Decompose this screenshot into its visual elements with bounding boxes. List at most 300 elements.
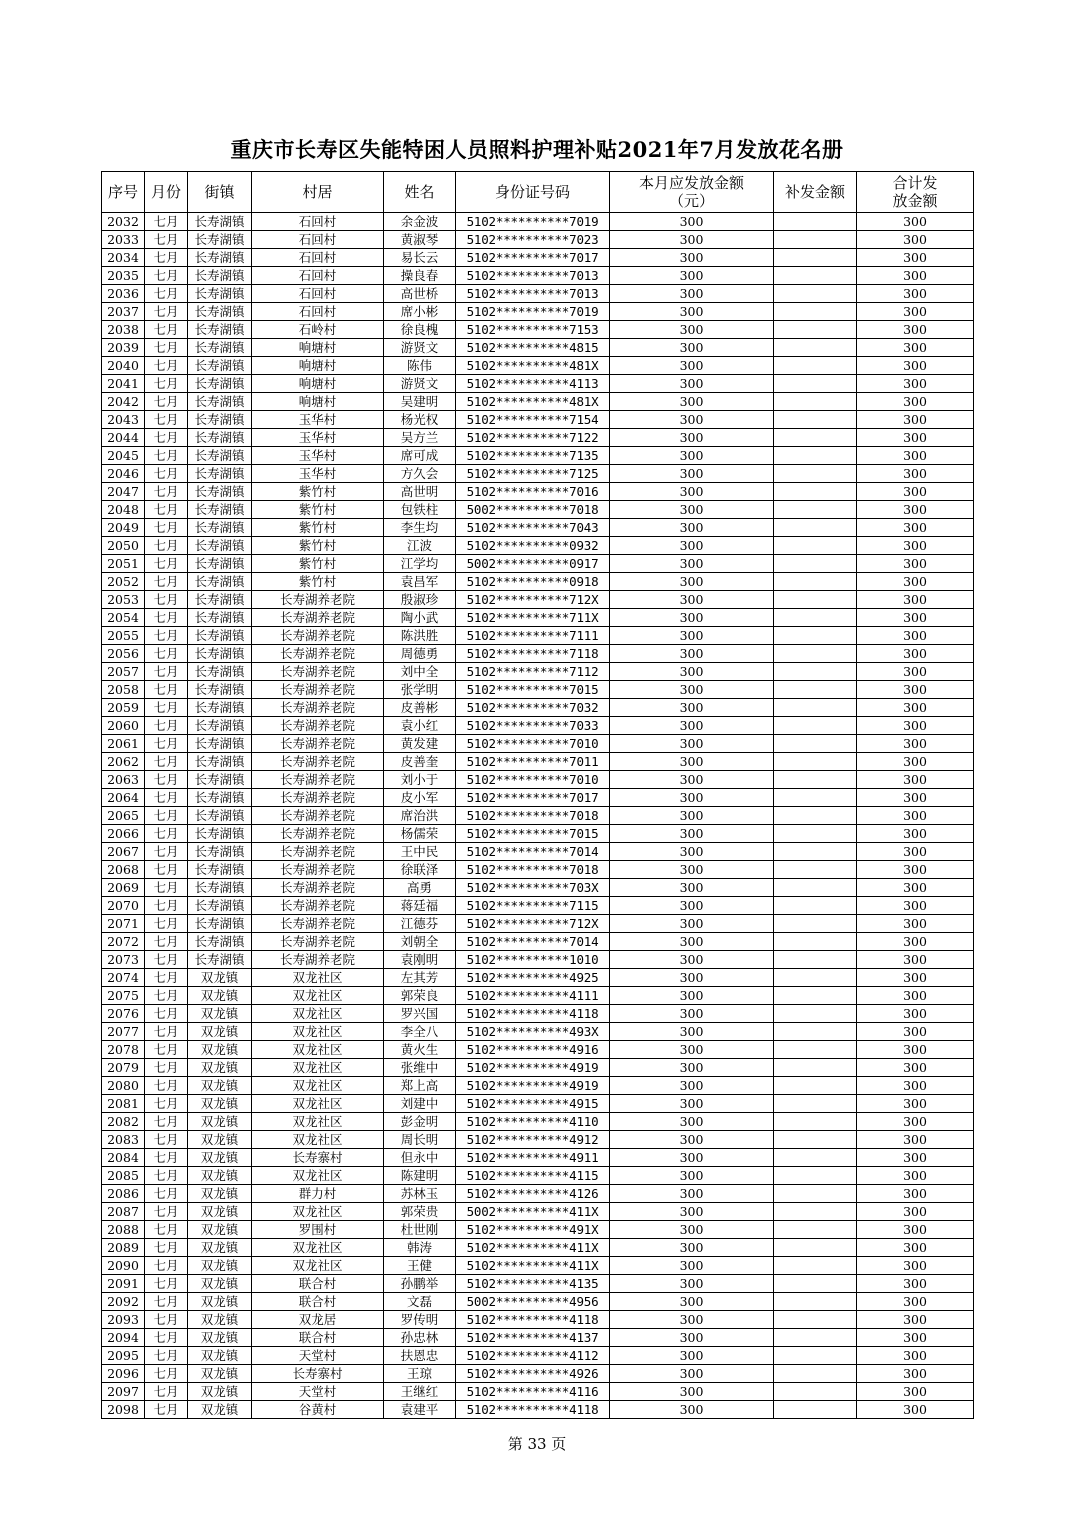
id-number-cell: 5102**********7018 (456, 807, 610, 825)
seq-cell: 2073 (102, 951, 145, 969)
total-amount-cell: 300 (857, 1077, 974, 1095)
seq-cell: 2044 (102, 429, 145, 447)
id-number-cell: 5102**********4916 (456, 1041, 610, 1059)
total-amount-cell: 300 (857, 1059, 974, 1077)
total-amount-cell: 300 (857, 483, 974, 501)
monthly-amount-cell: 300 (610, 321, 774, 339)
id-number-cell: 5102**********7118 (456, 645, 610, 663)
name-cell: 陈洪胜 (384, 627, 456, 645)
month-cell: 七月 (145, 447, 188, 465)
seq-cell: 2039 (102, 339, 145, 357)
supplement-amount-cell (774, 987, 857, 1005)
seq-cell: 2050 (102, 537, 145, 555)
village-cell: 联合村 (252, 1329, 384, 1347)
village-cell: 群力村 (252, 1185, 384, 1203)
monthly-amount-cell: 300 (610, 357, 774, 375)
supplement-amount-cell (774, 1131, 857, 1149)
total-amount-cell: 300 (857, 447, 974, 465)
month-cell: 七月 (145, 249, 188, 267)
total-amount-cell: 300 (857, 681, 974, 699)
seq-cell: 2072 (102, 933, 145, 951)
town-cell: 长寿湖镇 (188, 537, 252, 555)
seq-cell: 2035 (102, 267, 145, 285)
seq-cell: 2091 (102, 1275, 145, 1293)
village-cell: 双龙社区 (252, 1023, 384, 1041)
town-cell: 长寿湖镇 (188, 771, 252, 789)
village-cell: 长寿湖养老院 (252, 861, 384, 879)
table-row (102, 573, 974, 591)
id-number-cell: 5102**********493X (456, 1023, 610, 1041)
table-row (102, 285, 974, 303)
supplement-amount-cell (774, 1023, 857, 1041)
village-cell: 长寿湖养老院 (252, 897, 384, 915)
name-cell: 吴方兰 (384, 429, 456, 447)
supplement-amount-cell (774, 1167, 857, 1185)
town-cell: 长寿湖镇 (188, 357, 252, 375)
monthly-amount-cell: 300 (610, 1023, 774, 1041)
supplement-amount-cell (774, 663, 857, 681)
total-amount-cell: 300 (857, 1329, 974, 1347)
total-amount-cell: 300 (857, 1293, 974, 1311)
monthly-amount-cell: 300 (610, 681, 774, 699)
seq-cell: 2097 (102, 1383, 145, 1401)
total-amount-cell: 300 (857, 339, 974, 357)
id-number-cell: 5102**********703X (456, 879, 610, 897)
id-number-cell: 5102**********4919 (456, 1059, 610, 1077)
monthly-amount-cell: 300 (610, 1383, 774, 1401)
id-number-cell: 5102**********4912 (456, 1131, 610, 1149)
id-number-cell: 5102**********7023 (456, 231, 610, 249)
supplement-amount-cell (774, 249, 857, 267)
seq-cell: 2055 (102, 627, 145, 645)
table-row (102, 933, 974, 951)
town-cell: 长寿湖镇 (188, 375, 252, 393)
table-row (102, 465, 974, 483)
seq-cell: 2088 (102, 1221, 145, 1239)
village-cell: 玉华村 (252, 465, 384, 483)
town-cell: 长寿湖镇 (188, 213, 252, 231)
id-number-cell: 5102**********4137 (456, 1329, 610, 1347)
supplement-amount-cell (774, 1329, 857, 1347)
name-cell: 扶恩忠 (384, 1347, 456, 1365)
town-cell: 长寿湖镇 (188, 663, 252, 681)
town-cell: 长寿湖镇 (188, 555, 252, 573)
village-cell: 长寿湖养老院 (252, 789, 384, 807)
total-amount-cell: 300 (857, 1203, 974, 1221)
village-cell: 玉华村 (252, 411, 384, 429)
name-cell: 席可成 (384, 447, 456, 465)
monthly-amount-cell: 300 (610, 375, 774, 393)
seq-cell: 2096 (102, 1365, 145, 1383)
total-amount-cell: 300 (857, 807, 974, 825)
village-cell: 双龙社区 (252, 1203, 384, 1221)
village-cell: 长寿湖养老院 (252, 663, 384, 681)
name-cell: 余金波 (384, 213, 456, 231)
town-cell: 双龙镇 (188, 1311, 252, 1329)
village-cell: 双龙社区 (252, 1005, 384, 1023)
id-number-cell: 5102**********4135 (456, 1275, 610, 1293)
table-row (102, 483, 974, 501)
month-cell: 七月 (145, 1221, 188, 1239)
id-number-cell: 5102**********7019 (456, 213, 610, 231)
total-amount-cell: 300 (857, 465, 974, 483)
town-cell: 长寿湖镇 (188, 717, 252, 735)
town-cell: 双龙镇 (188, 1095, 252, 1113)
monthly-amount-cell: 300 (610, 1131, 774, 1149)
town-cell: 长寿湖镇 (188, 915, 252, 933)
seq-cell: 2065 (102, 807, 145, 825)
town-cell: 长寿湖镇 (188, 465, 252, 483)
town-cell: 长寿湖镇 (188, 897, 252, 915)
total-amount-cell: 300 (857, 1005, 974, 1023)
monthly-amount-cell: 300 (610, 1311, 774, 1329)
village-cell: 石岭村 (252, 321, 384, 339)
seq-cell: 2034 (102, 249, 145, 267)
monthly-amount-cell: 300 (610, 1005, 774, 1023)
seq-cell: 2084 (102, 1149, 145, 1167)
month-cell: 七月 (145, 1203, 188, 1221)
monthly-amount-cell: 300 (610, 447, 774, 465)
monthly-amount-cell: 300 (610, 249, 774, 267)
name-cell: 郑上高 (384, 1077, 456, 1095)
town-cell: 长寿湖镇 (188, 825, 252, 843)
name-cell: 王健 (384, 1257, 456, 1275)
id-number-cell: 5102**********7016 (456, 483, 610, 501)
monthly-amount-cell: 300 (610, 717, 774, 735)
village-cell: 双龙社区 (252, 1257, 384, 1275)
town-cell: 长寿湖镇 (188, 483, 252, 501)
supplement-amount-cell (774, 1275, 857, 1293)
month-cell: 七月 (145, 789, 188, 807)
month-cell: 七月 (145, 339, 188, 357)
village-cell: 长寿湖养老院 (252, 825, 384, 843)
town-cell: 双龙镇 (188, 1401, 252, 1419)
table-row (102, 681, 974, 699)
supplement-amount-cell (774, 681, 857, 699)
table-row (102, 1293, 974, 1311)
village-cell: 紫竹村 (252, 573, 384, 591)
month-cell: 七月 (145, 1329, 188, 1347)
table-header-row (102, 172, 974, 213)
total-amount-cell: 300 (857, 1113, 974, 1131)
month-cell: 七月 (145, 1113, 188, 1131)
name-cell: 高世明 (384, 483, 456, 501)
table-row (102, 1023, 974, 1041)
month-cell: 七月 (145, 267, 188, 285)
total-amount-cell: 300 (857, 1221, 974, 1239)
village-cell: 石回村 (252, 285, 384, 303)
document-title: 重庆市长寿区失能特困人员照料护理补贴2021年7月发放花名册 (230, 137, 844, 162)
town-cell: 长寿湖镇 (188, 681, 252, 699)
village-cell: 长寿湖养老院 (252, 609, 384, 627)
supplement-amount-cell (774, 465, 857, 483)
monthly-amount-cell: 300 (610, 393, 774, 411)
id-number-cell: 5102**********7112 (456, 663, 610, 681)
seq-cell: 2089 (102, 1239, 145, 1257)
monthly-amount-cell: 300 (610, 285, 774, 303)
monthly-amount-cell: 300 (610, 213, 774, 231)
header-id-number: 身份证号码 (456, 172, 610, 213)
village-cell: 紫竹村 (252, 555, 384, 573)
name-cell: 高世桥 (384, 285, 456, 303)
village-cell: 响塘村 (252, 375, 384, 393)
total-amount-cell: 300 (857, 951, 974, 969)
name-cell: 袁建平 (384, 1401, 456, 1419)
month-cell: 七月 (145, 627, 188, 645)
month-cell: 七月 (145, 933, 188, 951)
month-cell: 七月 (145, 825, 188, 843)
id-number-cell: 5102**********7033 (456, 717, 610, 735)
table-row (102, 267, 974, 285)
month-cell: 七月 (145, 897, 188, 915)
table-row (102, 1149, 974, 1167)
monthly-amount-cell: 300 (610, 1329, 774, 1347)
name-cell: 席小彬 (384, 303, 456, 321)
total-amount-cell: 300 (857, 1167, 974, 1185)
town-cell: 长寿湖镇 (188, 591, 252, 609)
village-cell: 双龙社区 (252, 1059, 384, 1077)
month-cell: 七月 (145, 1293, 188, 1311)
village-cell: 石回村 (252, 231, 384, 249)
id-number-cell: 5102**********7017 (456, 789, 610, 807)
village-cell: 石回村 (252, 303, 384, 321)
name-cell: 皮善彬 (384, 699, 456, 717)
month-cell: 七月 (145, 213, 188, 231)
seq-cell: 2059 (102, 699, 145, 717)
month-cell: 七月 (145, 429, 188, 447)
total-amount-cell: 300 (857, 429, 974, 447)
id-number-cell: 5102**********0932 (456, 537, 610, 555)
month-cell: 七月 (145, 1365, 188, 1383)
table-row (102, 1059, 974, 1077)
monthly-amount-cell: 300 (610, 1275, 774, 1293)
header-supplement-amount: 补发金额 (774, 172, 857, 213)
supplement-amount-cell (774, 843, 857, 861)
name-cell: 李全八 (384, 1023, 456, 1041)
supplement-amount-cell (774, 519, 857, 537)
supplement-amount-cell (774, 807, 857, 825)
town-cell: 双龙镇 (188, 1005, 252, 1023)
total-amount-cell: 300 (857, 411, 974, 429)
header-town: 街镇 (188, 172, 252, 213)
seq-cell: 2082 (102, 1113, 145, 1131)
supplement-amount-cell (774, 879, 857, 897)
table-row (102, 915, 974, 933)
name-cell: 吴建明 (384, 393, 456, 411)
table-row (102, 213, 974, 231)
id-number-cell: 5102**********7013 (456, 285, 610, 303)
seq-cell: 2048 (102, 501, 145, 519)
header-month: 月份 (145, 172, 188, 213)
monthly-amount-cell: 300 (610, 267, 774, 285)
month-cell: 七月 (145, 717, 188, 735)
village-cell: 双龙社区 (252, 987, 384, 1005)
name-cell: 徐联泽 (384, 861, 456, 879)
seq-cell: 2047 (102, 483, 145, 501)
table-row (102, 753, 974, 771)
village-cell: 长寿寨村 (252, 1365, 384, 1383)
seq-cell: 2058 (102, 681, 145, 699)
supplement-amount-cell (774, 609, 857, 627)
total-amount-cell: 300 (857, 501, 974, 519)
town-cell: 长寿湖镇 (188, 699, 252, 717)
village-cell: 罗围村 (252, 1221, 384, 1239)
town-cell: 双龙镇 (188, 969, 252, 987)
table-row (102, 735, 974, 753)
village-cell: 长寿湖养老院 (252, 627, 384, 645)
seq-cell: 2046 (102, 465, 145, 483)
name-cell: 袁昌军 (384, 573, 456, 591)
village-cell: 长寿湖养老院 (252, 933, 384, 951)
seq-cell: 2052 (102, 573, 145, 591)
total-amount-cell: 300 (857, 1239, 974, 1257)
table-row (102, 663, 974, 681)
id-number-cell: 5102**********4116 (456, 1383, 610, 1401)
monthly-amount-cell: 300 (610, 339, 774, 357)
id-number-cell: 5102**********4919 (456, 1077, 610, 1095)
table-row (102, 501, 974, 519)
seq-cell: 2033 (102, 231, 145, 249)
seq-cell: 2061 (102, 735, 145, 753)
total-amount-cell: 300 (857, 303, 974, 321)
month-cell: 七月 (145, 663, 188, 681)
monthly-amount-cell: 300 (610, 573, 774, 591)
village-cell: 玉华村 (252, 447, 384, 465)
name-cell: 皮善奎 (384, 753, 456, 771)
table-row (102, 375, 974, 393)
monthly-amount-cell: 300 (610, 303, 774, 321)
supplement-amount-cell (774, 753, 857, 771)
name-cell: 蒋廷福 (384, 897, 456, 915)
supplement-amount-cell (774, 1401, 857, 1419)
table-row (102, 861, 974, 879)
town-cell: 长寿湖镇 (188, 321, 252, 339)
total-amount-cell: 300 (857, 1095, 974, 1113)
month-cell: 七月 (145, 1257, 188, 1275)
seq-cell: 2087 (102, 1203, 145, 1221)
month-cell: 七月 (145, 1131, 188, 1149)
town-cell: 长寿湖镇 (188, 861, 252, 879)
supplement-amount-cell (774, 537, 857, 555)
id-number-cell: 5102**********0918 (456, 573, 610, 591)
name-cell: 王继红 (384, 1383, 456, 1401)
total-amount-cell: 300 (857, 1311, 974, 1329)
village-cell: 长寿湖养老院 (252, 915, 384, 933)
month-cell: 七月 (145, 501, 188, 519)
seq-cell: 2063 (102, 771, 145, 789)
monthly-amount-cell: 300 (610, 879, 774, 897)
id-number-cell: 5102**********7153 (456, 321, 610, 339)
table-row (102, 411, 974, 429)
id-number-cell: 5102**********7015 (456, 681, 610, 699)
total-amount-cell: 300 (857, 663, 974, 681)
seq-cell: 2057 (102, 663, 145, 681)
table-row (102, 1113, 974, 1131)
name-cell: 黄淑琴 (384, 231, 456, 249)
name-cell: 周德勇 (384, 645, 456, 663)
table-row (102, 897, 974, 915)
id-number-cell: 5102**********491X (456, 1221, 610, 1239)
supplement-amount-cell (774, 915, 857, 933)
town-cell: 长寿湖镇 (188, 627, 252, 645)
village-cell: 长寿湖养老院 (252, 771, 384, 789)
month-cell: 七月 (145, 951, 188, 969)
monthly-amount-cell: 300 (610, 933, 774, 951)
total-amount-cell: 300 (857, 573, 974, 591)
total-amount-cell: 300 (857, 627, 974, 645)
id-number-cell: 5002**********7018 (456, 501, 610, 519)
id-number-cell: 5102**********7017 (456, 249, 610, 267)
supplement-amount-cell (774, 501, 857, 519)
seq-cell: 2054 (102, 609, 145, 627)
village-cell: 双龙居 (252, 1311, 384, 1329)
monthly-amount-cell: 300 (610, 771, 774, 789)
supplement-amount-cell (774, 627, 857, 645)
table-row (102, 1275, 974, 1293)
supplement-amount-cell (774, 1221, 857, 1239)
name-cell: 席治洪 (384, 807, 456, 825)
name-cell: 包铁柱 (384, 501, 456, 519)
village-cell: 联合村 (252, 1293, 384, 1311)
total-amount-cell: 300 (857, 591, 974, 609)
seq-cell: 2067 (102, 843, 145, 861)
village-cell: 联合村 (252, 1275, 384, 1293)
table-row (102, 1257, 974, 1275)
month-cell: 七月 (145, 231, 188, 249)
total-amount-cell: 300 (857, 735, 974, 753)
town-cell: 长寿湖镇 (188, 645, 252, 663)
month-cell: 七月 (145, 1239, 188, 1257)
id-number-cell: 5102**********7010 (456, 735, 610, 753)
total-amount-cell: 300 (857, 1041, 974, 1059)
supplement-amount-cell (774, 429, 857, 447)
seq-cell: 2094 (102, 1329, 145, 1347)
supplement-amount-cell (774, 1005, 857, 1023)
total-amount-cell: 300 (857, 699, 974, 717)
town-cell: 长寿湖镇 (188, 285, 252, 303)
total-amount-cell: 300 (857, 825, 974, 843)
village-cell: 双龙社区 (252, 1167, 384, 1185)
table-row (102, 537, 974, 555)
total-amount-cell: 300 (857, 1149, 974, 1167)
id-number-cell: 5102**********4113 (456, 375, 610, 393)
supplement-amount-cell (774, 1239, 857, 1257)
monthly-amount-cell: 300 (610, 969, 774, 987)
name-cell: 文磊 (384, 1293, 456, 1311)
name-cell: 李生均 (384, 519, 456, 537)
table-row (102, 1041, 974, 1059)
name-cell: 江波 (384, 537, 456, 555)
monthly-amount-cell: 300 (610, 555, 774, 573)
seq-cell: 2079 (102, 1059, 145, 1077)
month-cell: 七月 (145, 519, 188, 537)
name-cell: 彭金明 (384, 1113, 456, 1131)
town-cell: 长寿湖镇 (188, 447, 252, 465)
town-cell: 长寿湖镇 (188, 789, 252, 807)
month-cell: 七月 (145, 753, 188, 771)
table-row (102, 249, 974, 267)
month-cell: 七月 (145, 591, 188, 609)
seq-cell: 2043 (102, 411, 145, 429)
supplement-amount-cell (774, 1257, 857, 1275)
town-cell: 双龙镇 (188, 1293, 252, 1311)
seq-cell: 2080 (102, 1077, 145, 1095)
roster-table (101, 171, 974, 1419)
monthly-amount-cell: 300 (610, 1221, 774, 1239)
seq-cell: 2042 (102, 393, 145, 411)
name-cell: 高勇 (384, 879, 456, 897)
table-row (102, 1347, 974, 1365)
